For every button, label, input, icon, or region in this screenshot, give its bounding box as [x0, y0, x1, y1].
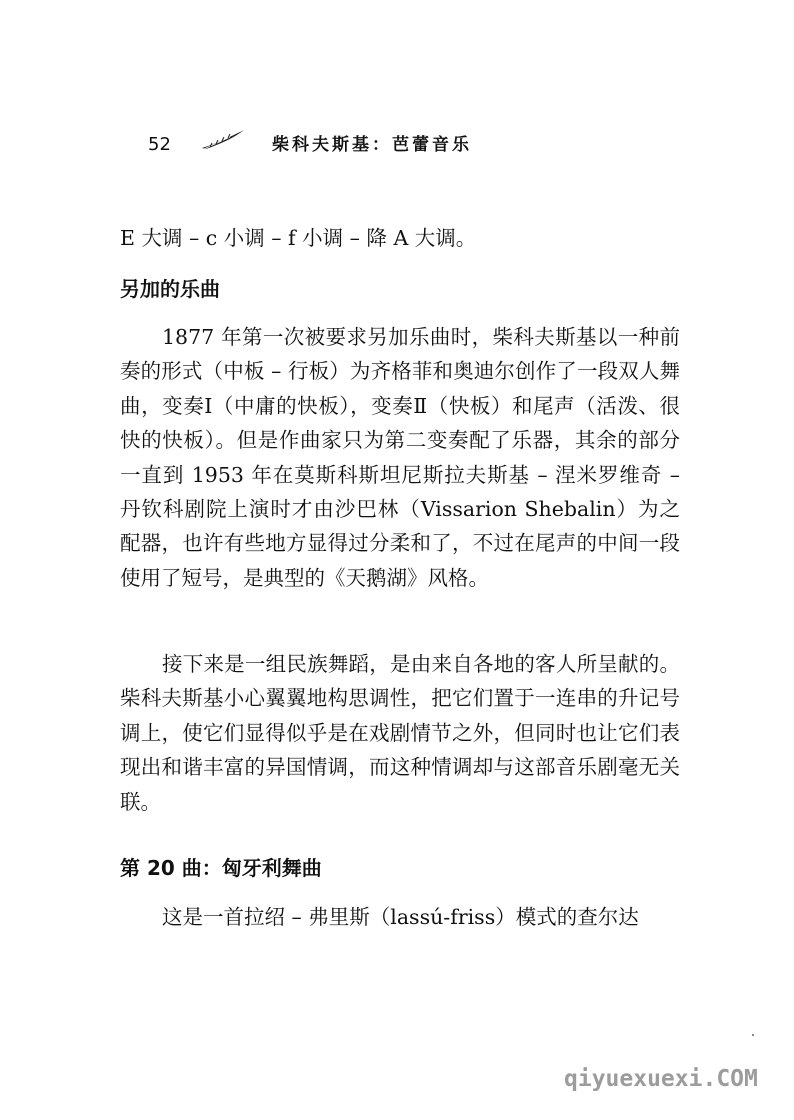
- running-title: 柴科夫斯基：芭蕾音乐: [272, 135, 472, 155]
- quill-pen-icon: [200, 128, 246, 157]
- key-sequence-line: E 大调 – c 小调 – f 小调 – 降 A 大调。: [120, 226, 477, 250]
- paragraph-1-text: 1877 年第一次被要求另加乐曲时，柴科夫斯基以一种前奏的形式（中板 – 行板）为齐格菲和奥迪尔创作了一段双人舞曲，变奏Ⅰ（中庸的快板），变奏Ⅱ（快板）和尾声（活泼、很快的快板）。但是作曲家只为第二变奏配了乐器，其余的部分一直到 1953 年在莫斯科斯坦尼斯拉夫斯基 – 涅米罗维奇 – 丹钦科剧院上演时才由沙巴林（Vissarion Shebalin）为之配器，也许有些地方显得过分柔和了，不过在尾声的中间一段使用了短号，是典型的《天鹅湖》风格。: [120, 325, 680, 590]
- site-watermark: qiyuexuexi.COM: [564, 1066, 758, 1092]
- scan-speck: [752, 1034, 754, 1036]
- paragraph-2: [120, 647, 680, 819]
- paragraph-3: [120, 900, 680, 934]
- section-heading-hungarian-dance: 第 20 曲：匈牙利舞曲: [120, 856, 322, 880]
- paragraph-1: [120, 320, 680, 595]
- paragraph-2-text: 接下来是一组民族舞蹈，是由来自各地的客人所呈献的。柴科夫斯基小心翼翼地构思调性，把它们置于一连串的升记号调上，使它们显得似乎是在戏剧情节之外，但同时也让它们表现出和谐丰富的异国情调，而这种情调却与这部音乐剧毫无关联。: [120, 652, 680, 814]
- section-heading-additional-pieces: 另加的乐曲: [120, 277, 220, 301]
- page-number: 52: [148, 134, 171, 155]
- paragraph-3-text: 这是一首拉绍 – 弗里斯（lassú-friss）模式的查尔达: [162, 905, 639, 929]
